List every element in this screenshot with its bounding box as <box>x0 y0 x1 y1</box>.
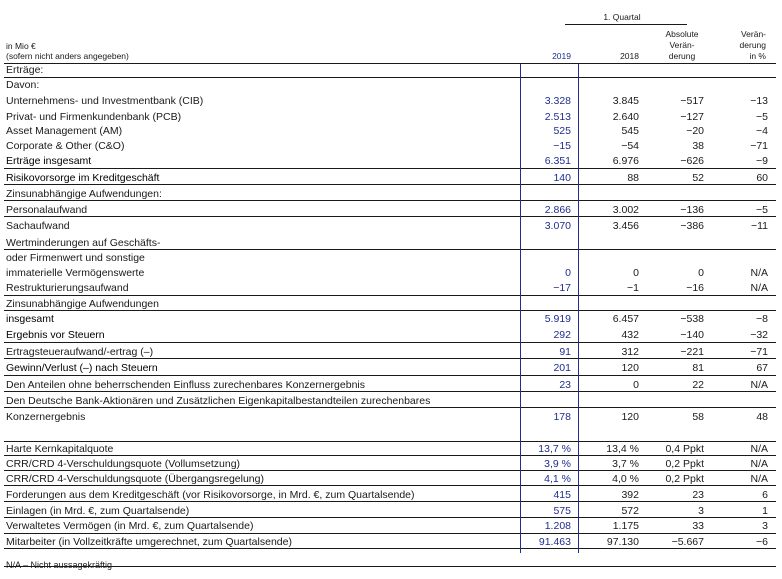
column-2019-frame-right <box>578 64 579 553</box>
value-abs-change: −386 <box>680 220 704 232</box>
value-2018: 1.175 <box>612 520 639 532</box>
value-2019: 91.463 <box>538 536 571 548</box>
value-2019: −15 <box>553 140 571 152</box>
row-rule <box>4 77 776 78</box>
value-pct-change: −5 <box>756 204 768 216</box>
value-2018: 392 <box>621 489 639 501</box>
row-label: Erträge: <box>6 64 44 76</box>
value-abs-change: −20 <box>686 125 704 137</box>
col-header-abs-1: Absolute <box>665 29 699 39</box>
row-label: Risikovorsorge im Kreditgeschäft <box>6 172 160 184</box>
col-header-2019: 2019 <box>552 51 571 61</box>
value-pct-change: −9 <box>756 155 768 167</box>
value-abs-change: 81 <box>692 362 704 374</box>
value-pct-change: N/A <box>750 473 768 485</box>
period-underline <box>565 24 687 25</box>
value-2019: 3,9 % <box>544 458 571 470</box>
value-2018: 6.976 <box>612 155 639 167</box>
table-row <box>0 79 782 93</box>
row-rule <box>4 200 776 201</box>
row-label: Personalaufwand <box>6 204 88 216</box>
value-2018: 0 <box>633 267 639 279</box>
value-abs-change: −517 <box>680 95 704 107</box>
value-2018: 120 <box>621 411 639 423</box>
value-2019: −17 <box>553 282 571 294</box>
value-pct-change: 1 <box>762 505 768 517</box>
value-pct-change: N/A <box>750 458 768 470</box>
value-2019: 6.351 <box>544 155 571 167</box>
value-2018: 88 <box>627 172 639 184</box>
value-pct-change: N/A <box>750 443 768 455</box>
row-label: Verwaltetes Vermögen (in Mrd. €, zum Quartalsende) <box>6 520 254 532</box>
row-label: Forderungen aus dem Kreditgeschäft (vor Risikovorsorge, in Mrd. €, zum Quartalsende) <box>6 489 415 501</box>
value-2018: 545 <box>621 125 639 137</box>
col-header-2018: 2018 <box>620 51 639 61</box>
value-2019: 23 <box>559 379 571 391</box>
value-pct-change: −32 <box>750 329 768 341</box>
value-abs-change: 23 <box>692 489 704 501</box>
row-rule <box>4 249 776 250</box>
value-abs-change: −127 <box>680 111 704 123</box>
value-abs-change: −221 <box>680 346 704 358</box>
value-pct-change: −13 <box>750 95 768 107</box>
value-2019: 575 <box>553 505 571 517</box>
value-abs-change: 0,4 Ppkt <box>665 443 704 455</box>
value-pct-change: 67 <box>756 362 768 374</box>
row-rule <box>4 216 776 217</box>
value-2019: 4,1 % <box>544 473 571 485</box>
row-rule <box>4 375 776 376</box>
value-2019: 178 <box>553 411 571 423</box>
table-row <box>0 267 782 281</box>
period-header: 1. Quartal <box>603 12 641 22</box>
value-2019: 2.513 <box>544 111 571 123</box>
value-pct-change: −11 <box>750 220 768 232</box>
value-2019: 292 <box>553 329 571 341</box>
value-2019: 1.208 <box>544 520 571 532</box>
row-rule <box>4 168 776 169</box>
table-row <box>0 520 782 534</box>
value-pct-change: −71 <box>750 140 768 152</box>
row-label: CRR/CRD 4-Verschuldungsquote (Übergangsregelung) <box>6 473 264 485</box>
row-rule <box>4 517 776 518</box>
row-label: insgesamt <box>6 313 54 325</box>
footnote: N/A – Nicht aussagekräftig <box>6 560 113 570</box>
row-label: Den Anteilen ohne beherrschenden Einfluss zurechenbares Konzernergebnis <box>6 379 365 391</box>
row-label: Erträge insgesamt <box>6 155 92 167</box>
value-2019: 525 <box>553 125 571 137</box>
table-row <box>0 64 782 78</box>
value-2019: 5.919 <box>544 313 571 325</box>
row-label: Konzernergebnis <box>6 411 86 423</box>
value-2019: 0 <box>565 267 571 279</box>
value-pct-change: N/A <box>750 282 768 294</box>
col-header-abs-2: Verän- <box>669 40 695 50</box>
value-2019: 3.070 <box>544 220 571 232</box>
value-2019: 140 <box>553 172 571 184</box>
row-rule <box>4 184 776 185</box>
row-label: Den Deutsche Bank-Aktionären und Zusätzlichen Eigenkapitalbestandteilen zurechenbares <box>6 395 431 407</box>
col-header-abs-3: derung <box>668 51 696 61</box>
row-label: Privat- und Firmenkundenbank (PCB) <box>6 111 182 123</box>
value-2018: 120 <box>621 362 639 374</box>
value-abs-change: 0,2 Ppkt <box>665 458 704 470</box>
row-label: Zinsunabhängige Aufwendungen <box>6 298 159 310</box>
row-label: Sachaufwand <box>6 220 70 232</box>
row-rule <box>4 501 776 502</box>
value-2019: 201 <box>553 362 571 374</box>
value-2018: 3.845 <box>612 95 639 107</box>
value-abs-change: 22 <box>692 379 704 391</box>
row-rule <box>4 441 776 442</box>
value-2018: 3,7 % <box>612 458 639 470</box>
row-label: Restrukturierungsaufwand <box>6 282 129 294</box>
value-pct-change: N/A <box>750 267 768 279</box>
value-abs-change: 0,2 Ppkt <box>665 473 704 485</box>
value-2018: −54 <box>621 140 639 152</box>
row-label: Gewinn/Verlust (–) nach Steuern <box>6 362 158 374</box>
col-header-pct-3: in % <box>749 51 766 61</box>
value-2019: 91 <box>559 346 571 358</box>
row-label: Zinsunabhängige Aufwendungen: <box>6 188 162 200</box>
value-2019: 3.328 <box>544 95 571 107</box>
row-rule <box>4 310 776 311</box>
row-rule <box>4 548 776 549</box>
table-row <box>0 362 782 376</box>
row-rule <box>4 407 776 408</box>
row-rule <box>4 358 776 359</box>
table-row <box>0 140 782 154</box>
value-2019: 13,7 % <box>538 443 571 455</box>
value-abs-change: −538 <box>680 313 704 325</box>
row-label: Mitarbeiter (in Vollzeitkräfte umgerechnet, zum Quartalsende) <box>6 536 292 548</box>
value-2018: 312 <box>621 346 639 358</box>
table-row <box>0 282 782 296</box>
row-rule <box>4 295 776 296</box>
row-rule <box>4 485 776 486</box>
value-2018: 97.130 <box>606 536 639 548</box>
value-abs-change: −140 <box>680 329 704 341</box>
row-label: Wertminderungen auf Geschäfts- <box>6 237 161 249</box>
row-rule <box>4 566 776 567</box>
column-2019-frame-left <box>520 64 521 553</box>
row-rule <box>4 455 776 456</box>
value-pct-change: −71 <box>750 346 768 358</box>
row-label: Unternehmens- und Investmentbank (CIB) <box>6 95 204 107</box>
table-row <box>0 411 782 425</box>
table-row <box>0 125 782 139</box>
value-pct-change: 6 <box>762 489 768 501</box>
row-label: Ertragsteueraufwand/-ertrag (–) <box>6 346 154 358</box>
row-label: Asset Management (AM) <box>6 125 123 137</box>
value-2018: −1 <box>627 282 639 294</box>
row-rule <box>4 342 776 343</box>
value-2019: 2.866 <box>544 204 571 216</box>
value-abs-change: 52 <box>692 172 704 184</box>
value-pct-change: −4 <box>756 125 768 137</box>
value-abs-change: 33 <box>692 520 704 532</box>
value-abs-change: −5.667 <box>671 536 704 548</box>
row-label: Harte Kernkapitalquote <box>6 443 114 455</box>
value-2018: 2.640 <box>612 111 639 123</box>
table-row <box>0 220 782 234</box>
value-abs-change: 58 <box>692 411 704 423</box>
table-row <box>0 111 782 125</box>
value-pct-change: 60 <box>756 172 768 184</box>
value-2018: 6.457 <box>612 313 639 325</box>
col-header-pct-2: derung <box>739 40 766 50</box>
value-abs-change: −16 <box>686 282 704 294</box>
value-2019: 415 <box>553 489 571 501</box>
value-abs-change: 0 <box>698 267 704 279</box>
table-row <box>0 95 782 109</box>
row-rule <box>4 470 776 471</box>
row-label: immaterielle Vermögenswerte <box>6 267 145 279</box>
value-pct-change: 48 <box>756 411 768 423</box>
value-pct-change: −8 <box>756 313 768 325</box>
row-label: Corporate & Other (C&O) <box>6 140 125 152</box>
value-abs-change: −626 <box>680 155 704 167</box>
row-label: Ergebnis vor Steuern <box>6 329 105 341</box>
table-row <box>0 155 782 169</box>
table-row <box>0 329 782 343</box>
value-pct-change: 3 <box>762 520 768 532</box>
table-row <box>0 252 782 266</box>
value-abs-change: 3 <box>698 505 704 517</box>
unit-note: (sofern nicht anders angegeben) <box>6 51 129 61</box>
value-2018: 0 <box>633 379 639 391</box>
value-2018: 3.002 <box>612 204 639 216</box>
row-label: oder Firmenwert und sonstige <box>6 252 145 264</box>
value-2018: 3.456 <box>612 220 639 232</box>
value-pct-change: −6 <box>756 536 768 548</box>
unit-label: in Mio € <box>6 41 36 51</box>
table-row <box>0 313 782 327</box>
value-2018: 13,4 % <box>606 443 639 455</box>
col-header-pct-1: Verän- <box>740 29 766 39</box>
value-2018: 4,0 % <box>612 473 639 485</box>
value-2018: 572 <box>621 505 639 517</box>
row-rule <box>4 533 776 534</box>
row-label: CRR/CRD 4-Verschuldungsquote (Vollumsetzung) <box>6 458 241 470</box>
row-rule <box>4 391 776 392</box>
value-2018: 432 <box>621 329 639 341</box>
row-label: Davon: <box>6 79 40 91</box>
row-label: Einlagen (in Mrd. €, zum Quartalsende) <box>6 505 190 517</box>
value-pct-change: −5 <box>756 111 768 123</box>
value-abs-change: −136 <box>680 204 704 216</box>
value-abs-change: 38 <box>692 140 704 152</box>
value-pct-change: N/A <box>750 379 768 391</box>
